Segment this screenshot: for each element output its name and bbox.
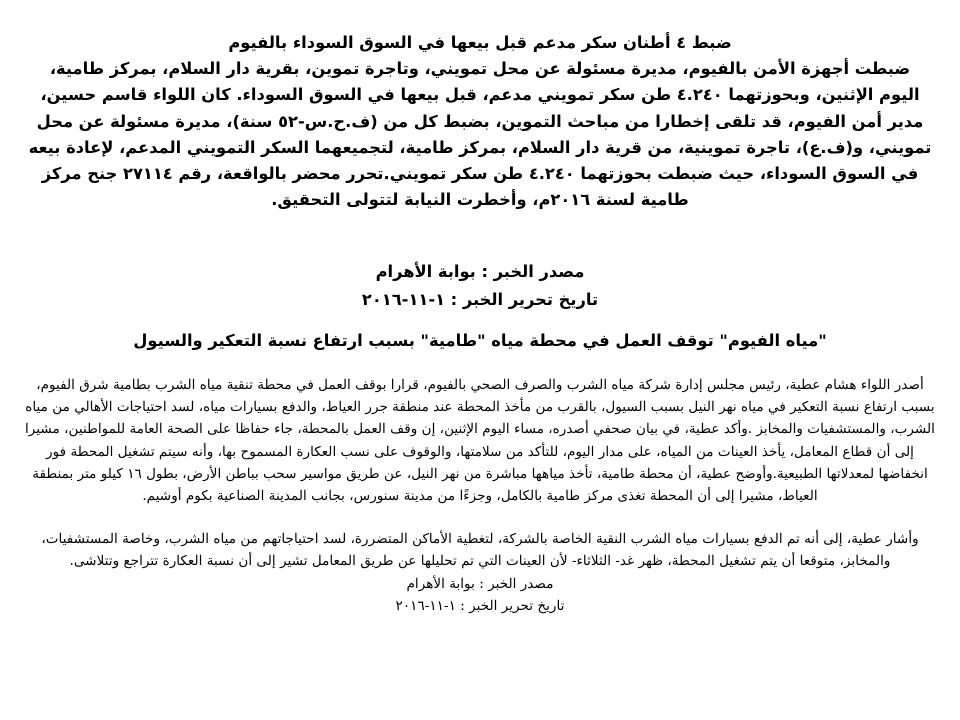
article1-source: مصدر الخبر : بوابة الأهرام [375,262,585,281]
article1-meta [28,258,932,314]
article2-paragraph-2: وأشار عطية، إلى أنه تم الدفع بسيارات مياه الشرب النقية الخاصة بالشركة، لتغطية الأماكن المتضررة، لسد احتياجاتهم من مياه الشرب، وخاصة المستشفيات، والمخابز، متوقعا أن يتم تشغيل المحطة، ظهر غد- الثلاثاء- لأن العينات التي تم تحليلها عن طريق المعامل تشير إلى أن نسبة العكارة تتراجع وتتلاشى. [41,531,919,570]
article2-source: مصدر الخبر : بوابة الأهرام [406,575,554,592]
article-sugar-seizure [28,30,932,213]
article-water-station [22,374,938,617]
article1-headline: ضبط ٤ أطنان سكر مدعم قبل بيعها في السوق السوداء بالفيوم [228,33,732,52]
article2-date: تاريخ تحرير الخبر : ١-١١-٢٠١٦ [395,597,565,614]
article1-body: ضبطت أجهزة الأمن بالفيوم، مديرة مسئولة عن محل تمويني، وتاجرة تموين، بقرية دار السلام، بمركز طامية، اليوم الإثنين، وبحوزتهما ٤.٢٤٠ طن سكر تمويني مدعم، قبل بيعها في السوق السوداء. كان اللواء قاسم حسين، مدير أمن الفيوم، قد تلقى إخطارا من مباحث التموين، بضبط كل من (ف.ح.س-٥٢ سنة)، مديرة مسئولة عن محل تمويني، و(ف.ع)، تاجرة تموينية، من قرية دار السلام، بمركز طامية، لتجميعهما السكر التمويني المدعم، لإعادة بيعه في السوق السوداء، حيث ضبطت بحوزتهما ٤.٢٤٠ طن سكر تمويني.تحرر محضر بالواقعة، رقم ٢٧١١٤ جنح مركز طامية لسنة ٢٠١٦م، وأخطرت النيابة لتتولى التحقيق. [28,59,932,210]
article1-date: تاريخ تحرير الخبر : ١-١١-٢٠١٦ [361,290,599,309]
article2-headline: "مياه الفيوم" توقف العمل في محطة مياه "طامية" بسبب ارتفاع نسبة التعكير والسيول [133,331,827,350]
article2-paragraph-1: أصدر اللواء هشام عطية، رئيس مجلس إدارة شركة مياه الشرب والصرف الصحي بالفيوم، قرارا بوقف العمل في محطة تنقية مياه الشرب بطامية شرق الفيوم، بسبب ارتفاع نسبة التعكير في مياه نهر النيل بسبب السيول، بالقرب من مأخذ المحطة عند منطقة جرر العياط، والدفع بسيارات مياه، لسد احتياجات الأهالي من مياه الشرب، والمستشفيات والمخابز .وأكد عطية، في بيان صحفي أصدره، مساء اليوم الإثنين، إن وقف العمل بالمحطة، جاء حفاظا على الصحة العامة للمواطنين، مشيرا إلى أن قطاع المعامل، يأخذ العينات من المياه، على مدار اليوم، للتأكد من سلامتها، والوقوف على نسب العكارة المسموح بها، وأنه سيتم تشغيل المحطة فور انخفاضها لمعدلاتها الطبيعية.وأوضح عطية، أن محطة طامية، تأخذ مياهها مباشرة من نهر النيل، عن طريق مواسير سحب بباطن الأرض، بطول ١٦ كيلو متر بمنطقة العياط، مشيرا إلى أن المحطة تغذى مركز طامية بالكامل، وجزءًا من مدينة سنورس، بجانب المدينة الصناعية بكوم أوشيم. [25,377,935,505]
